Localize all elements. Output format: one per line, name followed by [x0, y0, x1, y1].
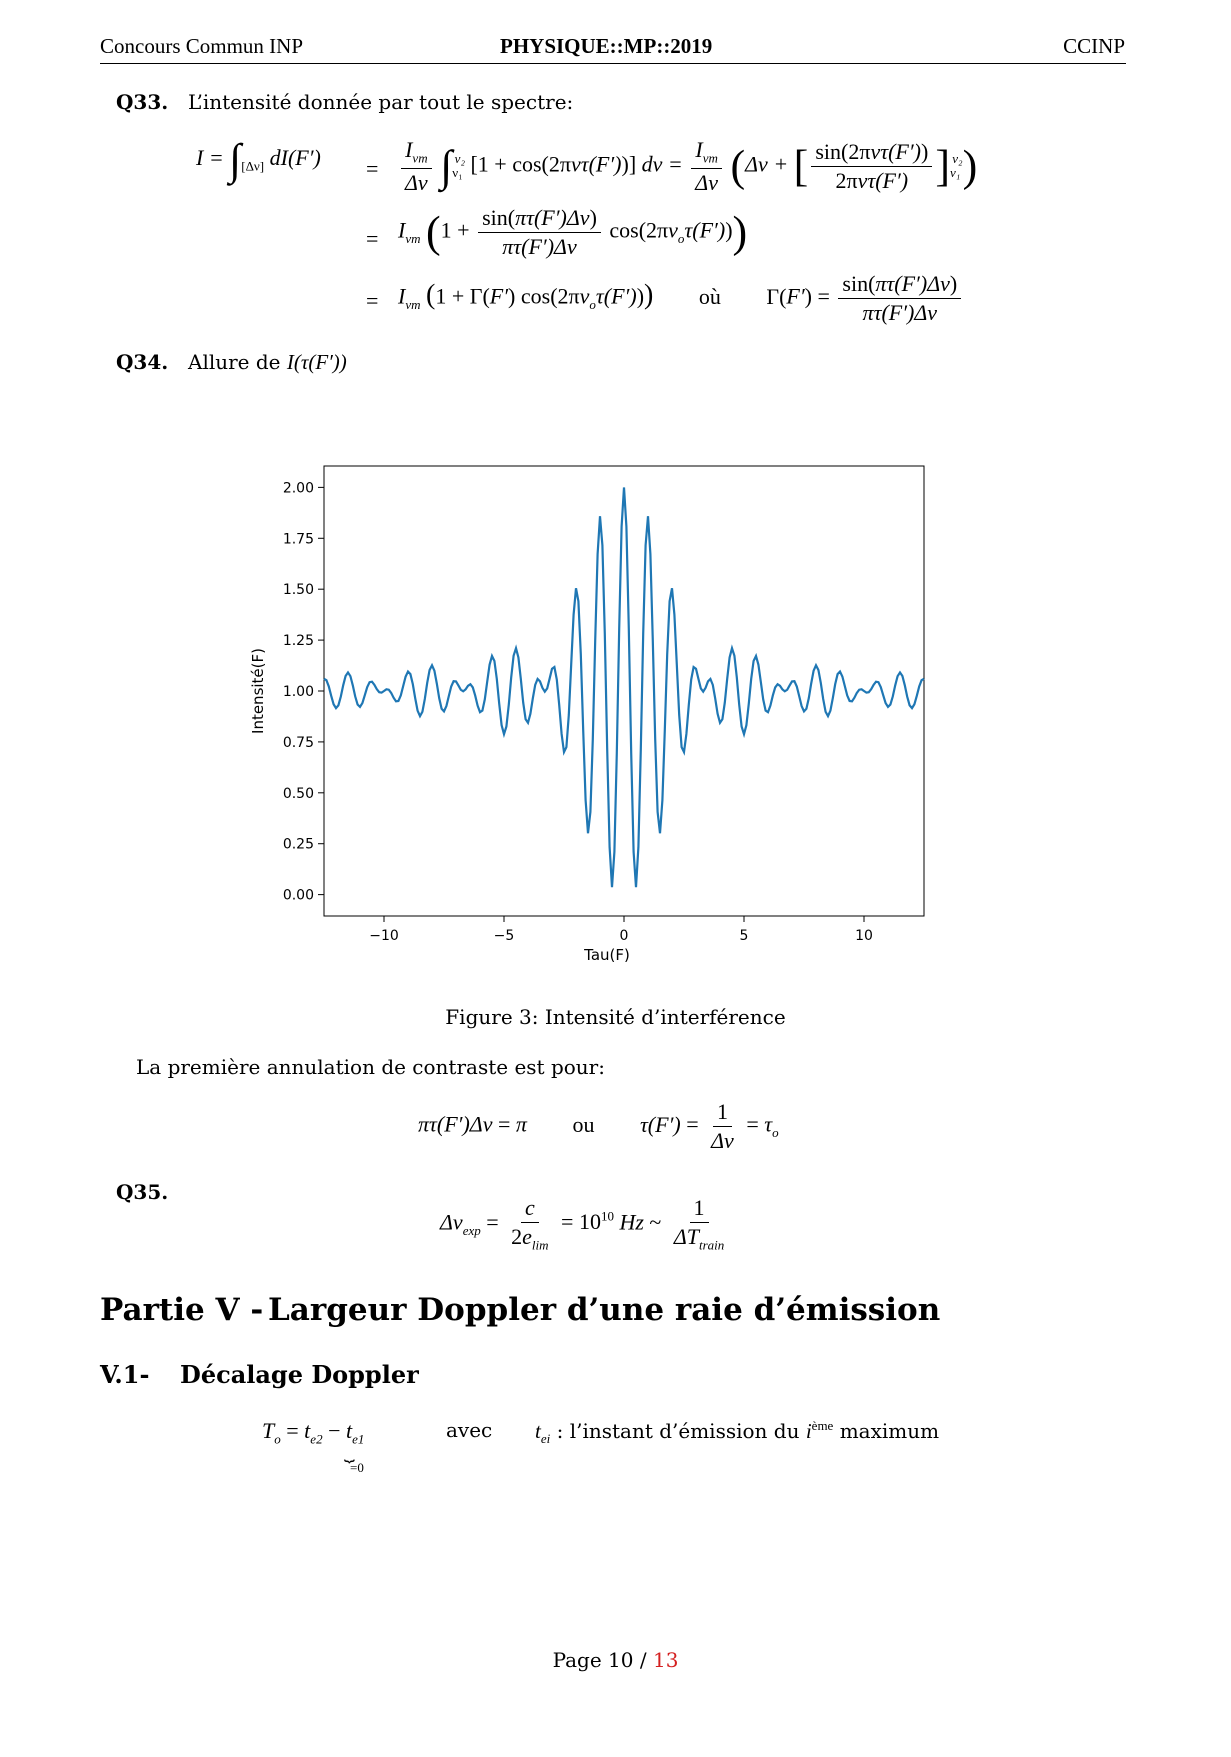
figure-caption: Figure 3: Intensité d’interférence — [445, 1005, 786, 1029]
doppler-desc-text: l’instant d’émission du — [569, 1419, 800, 1443]
q33-text: L’intensité donnée par tout le spectre: — [188, 90, 574, 114]
x-tick-label: 0 — [619, 928, 629, 944]
y-tick-label: 1.25 — [282, 633, 314, 650]
y-axis-ticks — [283, 480, 324, 903]
y-axis-label: Intensité(F) — [249, 648, 267, 734]
equals-sign-2: = — [366, 226, 379, 251]
page-label: Page 10 / — [552, 1648, 647, 1672]
equation-intensity-2: $I_{\nu m}$ (1 + $\frac{\sin(\pi\tau(F')\Delta\nu)}{\pi\tau(F')\Delta\nu}$ $\cos(2\pi\nu_o\tau(F'))$) — [398, 205, 748, 260]
q34-text: Allure de I(τ(F′)) — [188, 350, 347, 374]
q34-label: Q34. — [116, 350, 169, 374]
contrast-text: La première annulation de contraste est pour: — [136, 1055, 605, 1079]
page-total: 13 — [652, 1648, 679, 1672]
equation-intensity-1b: $\frac{I_{\nu m}}{\Delta\nu}$ $\int_{\nu_1}^{\nu_2}$ [1 + cos(2πντ(F′))] dν = $\frac{I_{\nu m}}{\Delta\nu}$ (Δν + [ $\frac{\text{sin(2πντ(F′))}}{\text{2πντ(F′)}}$ ]$_{\nu_1}^{\nu_2}$) — [398, 138, 977, 195]
x-tick-label: −10 — [369, 928, 399, 944]
header-right: CCINP — [1063, 34, 1125, 58]
y-tick-label: 2.00 — [282, 480, 314, 497]
equals-sign-3: = — [366, 288, 379, 313]
y-tick-label: 0.50 — [282, 785, 314, 802]
y-tick-label: 0.25 — [282, 836, 314, 853]
partie-number: Partie V - — [100, 1292, 264, 1328]
interference-chart — [230, 455, 950, 975]
q35-label: Q35. — [116, 1180, 169, 1204]
doppler-desc: $t_{ei}$ : l’instant d’émission du $i^{ème}$ maximum — [535, 1418, 940, 1447]
header-left: Concours Commun INP — [100, 34, 304, 58]
y-tick-label: 1.00 — [282, 684, 314, 700]
header-center: PHYSIQUE::MP::2019 — [500, 34, 713, 58]
avec-word: avec — [446, 1418, 493, 1442]
equation-contrast: πτ(F′)Δν = π ou τ(F′) = $\frac{1}{\Delta\nu}$ = $\tau_o$ — [418, 1099, 779, 1154]
section-number: V.1- — [100, 1360, 150, 1389]
y-tick-label: 1.50 — [282, 582, 314, 599]
page-footer — [0, 1648, 1231, 1672]
y-tick-label: 1.75 — [282, 531, 314, 548]
doppler-desc-end: maximum — [839, 1419, 940, 1443]
partie-title: Largeur Doppler d’une raie d’émission — [268, 1292, 941, 1328]
x-tick-label: −5 — [493, 928, 515, 944]
x-axis-ticks — [369, 916, 873, 944]
equation-doppler: $T_o = t_{e2} - t_{e1}$ ⏟ =0 — [262, 1418, 365, 1475]
x-tick-label: 5 — [739, 928, 749, 944]
ou-word: ou — [572, 1111, 595, 1137]
y-tick-label: 0.00 — [282, 887, 314, 904]
q34-text-label: Allure de — [188, 350, 281, 374]
x-axis-label: Tau(F) — [584, 946, 630, 964]
equation-intensity-1: $I = \int_{[\Delta\nu]}$ dI(F′) — [196, 135, 321, 184]
q33-label: Q33. — [116, 90, 169, 114]
equals-sign-1: = — [366, 156, 379, 181]
y-tick-label: 0.75 — [282, 734, 314, 751]
header-rule — [100, 63, 1126, 64]
equation-q35: $\Delta\nu_{exp}$ = $\frac{c}{2e_{lim}}$ = $10^{10}$ Hz ~ $\frac{1}{\Delta T_{train}}$ — [440, 1195, 725, 1253]
section-title: Décalage Doppler — [180, 1360, 419, 1389]
equation-intensity-3: $I_{\nu m}$ (1 + Γ(F′) $\cos(2\pi\nu_o\tau(F'))$) où Γ(F′) = $\frac{\sin(\pi\tau(F')\Delta\nu)}{\pi\tau(F')\Delta\nu}$ — [398, 272, 964, 325]
x-tick-label: 10 — [855, 928, 873, 944]
